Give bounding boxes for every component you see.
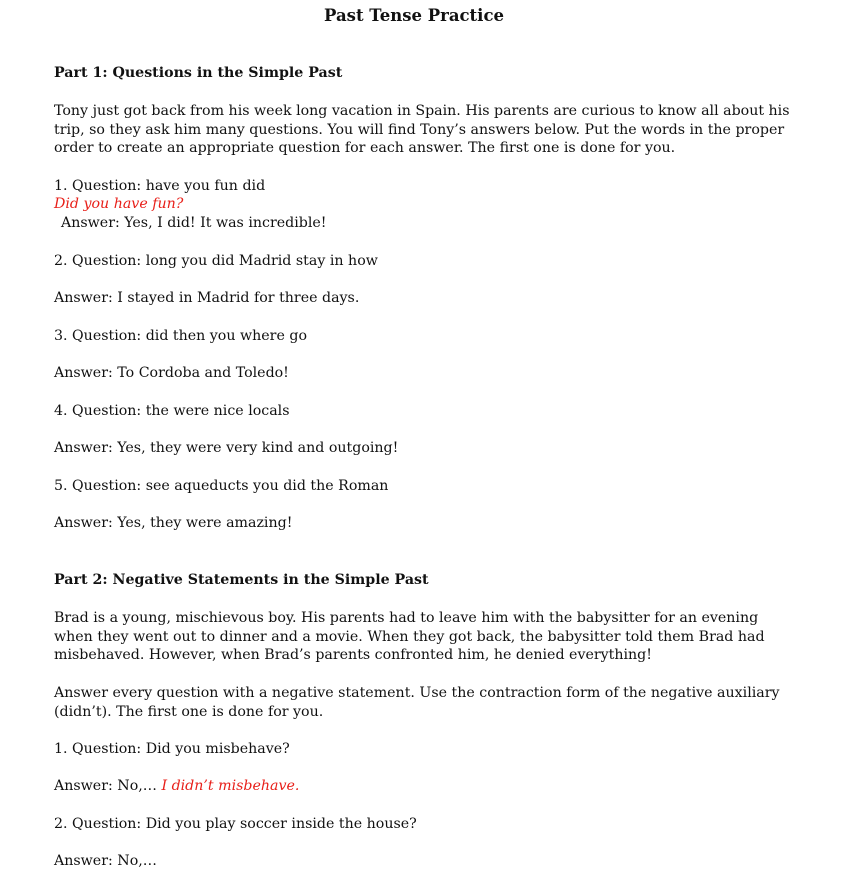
part1-heading: Part 1: Questions in the Simple Past <box>54 65 343 81</box>
part1-question-2: 2. Question: long you did Madrid stay in how <box>54 253 378 269</box>
part2-example-answer: I didn’t misbehave. <box>161 778 300 794</box>
part2-answer-1 <box>54 777 299 796</box>
part2-question-2: 2. Question: Did you play soccer inside the house? <box>54 816 417 832</box>
part1-answer-2: Answer: I stayed in Madrid for three days. <box>54 290 360 306</box>
part1-intro: Tony just got back from his week long vacation in Spain. His parents are curious to know all about his trip, so they ask him many questions. You will find Tony’s answers below. Put the words in the proper order to create an appropriate question for each answer. The first one is done for you. <box>54 103 790 156</box>
part2-intro: Brad is a young, mischievous boy. His parents had to leave him with the babysitter for an evening when they went out to dinner and a movie. When they got back, the babysitter told them Brad had misbehaved. However, when Brad’s parents confronted him, he denied everything! <box>54 610 765 663</box>
part1-question-4: 4. Question: the were nice locals <box>54 403 290 419</box>
part1-question-1: 1. Question: have you fun did <box>54 178 266 194</box>
part1-question-3: 3. Question: did then you where go <box>54 328 307 344</box>
part2-heading: Part 2: Negative Statements in the Simple Past <box>54 572 429 588</box>
part1-answer-5: Answer: Yes, they were amazing! <box>54 515 293 531</box>
page-title: Past Tense Practice <box>324 6 504 25</box>
part2-instructions: Answer every question with a negative statement. Use the contraction form of the negative auxiliary (didn’t). The first one is done for you. <box>54 685 780 720</box>
part2-question-1: 1. Question: Did you misbehave? <box>54 741 290 757</box>
part1-question-5: 5. Question: see aqueducts you did the Roman <box>54 478 389 494</box>
part1-answer-1: Answer: Yes, I did! It was incredible! <box>61 215 327 231</box>
part1-example-answer: Did you have fun? <box>54 196 184 212</box>
part1-answer-3: Answer: To Cordoba and Toledo! <box>54 365 289 381</box>
answer-prefix: Answer: No,… <box>54 778 162 794</box>
part1-answer-4: Answer: Yes, they were very kind and outgoing! <box>54 440 399 456</box>
part2-answer-2: Answer: No,… <box>54 853 157 869</box>
